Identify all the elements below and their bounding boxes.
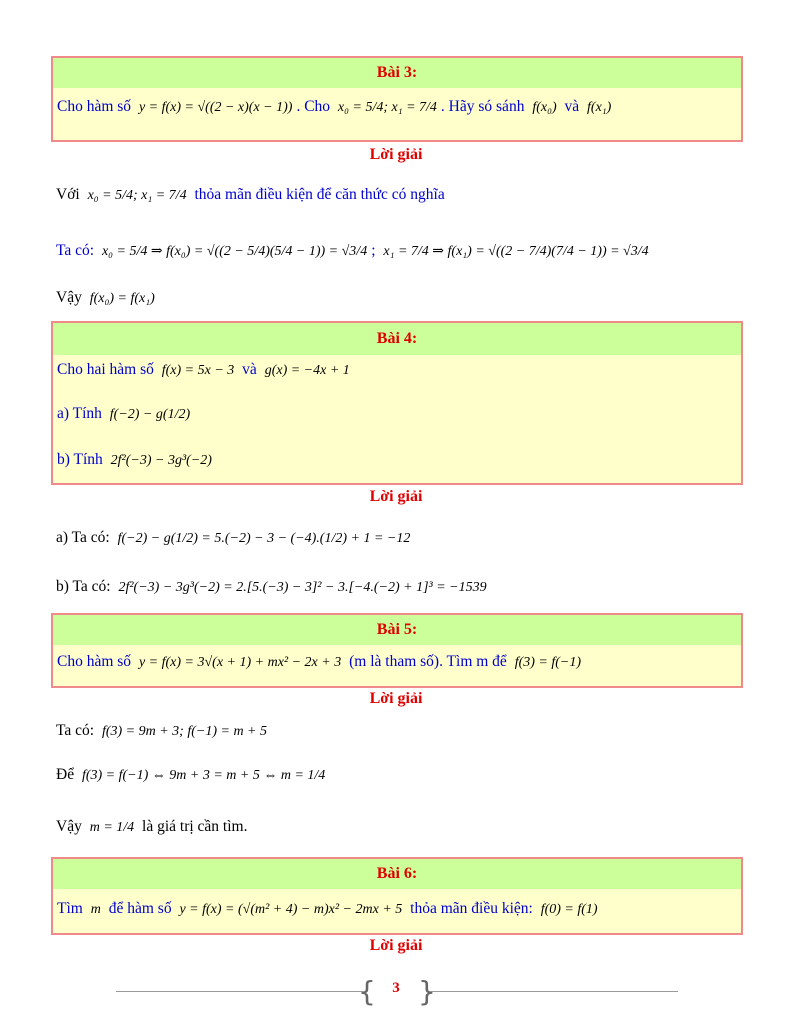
exercise-6-statement <box>53 889 741 930</box>
exercise-3-box <box>51 56 743 142</box>
exercise-4-part-b <box>53 451 216 469</box>
math: y = f(x) = (√(m² + 4) − m)x² − 2mx + 5 <box>179 902 403 917</box>
solution-3-line-3 <box>56 289 159 307</box>
text: b) Tính <box>57 451 103 468</box>
math-formula: y = f(x) = √((2 − x)(x − 1)) <box>138 100 293 115</box>
footer-brace-right: } <box>418 975 436 1008</box>
text: Cho hàm số <box>57 653 132 670</box>
solution-4-heading: Lời giải <box>369 488 423 505</box>
math: x₀ = 5/4 ⇒ f(x₀) = √((2 − 5/4)(5/4 − 1)) = √3/4 <box>101 244 368 259</box>
solution-5-line-2 <box>56 766 329 784</box>
text: b) Ta có: <box>56 578 111 595</box>
text: thỏa mãn điều kiện để căn thức có nghĩa <box>194 186 445 203</box>
math: f(−2) − g(1/2) = 5.(−2) − 3 − (−4).(1/2) + 1 = −12 <box>117 531 411 546</box>
math: m = 1/4 <box>89 820 135 835</box>
math: f(0) = f(1) <box>540 902 598 917</box>
text: Tìm <box>57 900 83 917</box>
text: là giá trị cần tìm. <box>142 818 248 835</box>
solution-5-heading: Lời giải <box>369 690 423 707</box>
exercise-4-line-1 <box>53 361 354 379</box>
page-number: 3 <box>392 980 400 996</box>
math: f(3) = 9m + 3; f(−1) = m + 5 <box>101 724 267 739</box>
exercise-4-part-a <box>53 405 194 423</box>
text: và <box>242 361 257 378</box>
text: ; <box>371 242 376 259</box>
solution-4-part-b <box>56 578 491 596</box>
text: Cho hàm số <box>57 98 132 115</box>
math: g(x) = −4x + 1 <box>264 363 350 378</box>
text: thỏa mãn điều kiện: <box>410 900 533 917</box>
text: . Cho <box>296 98 331 115</box>
exercise-5-statement <box>53 645 741 680</box>
math: f(3) = f(−1) <box>514 655 582 670</box>
math: f(x₀) = f(x₁) <box>89 291 155 306</box>
exercise-6-box <box>51 857 743 935</box>
solution-5-line-3 <box>56 818 247 836</box>
solution-3-line-2 <box>56 242 653 260</box>
math: m <box>90 902 101 917</box>
text: a) Ta có: <box>56 529 110 546</box>
exercise-3-statement <box>53 88 741 127</box>
math-points: x₀ = 5/4; x₁ = 7/4 <box>337 100 437 115</box>
text: Ta có: <box>56 722 95 739</box>
exercise-5-box <box>51 613 743 688</box>
exercise-3-title: Bài 3: <box>53 58 741 88</box>
solution-6-heading: Lời giải <box>369 937 423 954</box>
math-f1: f(x₁) <box>587 100 612 115</box>
solution-5-line-1 <box>56 722 271 740</box>
text: Ta có: <box>56 242 95 259</box>
exercise-4-title: Bài 4: <box>53 323 741 355</box>
math: 2f²(−3) − 3g³(−2) <box>110 453 212 468</box>
exercise-5-title: Bài 5: <box>53 615 741 645</box>
text: a) Tính <box>57 405 102 422</box>
text: Để <box>56 766 75 783</box>
solution-4-part-a <box>56 529 414 547</box>
math: f(x) = 5x − 3 <box>161 363 235 378</box>
text: để hàm số <box>108 900 172 917</box>
text: (m là tham số). Tìm m để <box>349 653 507 670</box>
text: Cho hai hàm số <box>57 361 154 378</box>
math: f(−2) − g(1/2) <box>109 407 191 422</box>
math: x₀ = 5/4; x₁ = 7/4 <box>87 188 187 203</box>
text: . Hãy só sánh <box>440 98 525 115</box>
text: và <box>564 98 580 115</box>
footer-brace-left: { <box>358 975 376 1008</box>
math-f0: f(x₀) <box>532 100 557 115</box>
text: Vậy <box>56 289 82 306</box>
text: Vậy <box>56 818 82 835</box>
exercise-6-title: Bài 6: <box>53 859 741 889</box>
exercise-4-box <box>51 321 743 485</box>
math: f(3) = f(−1) ⇔ 9m + 3 = m + 5 ⇔ m = 1/4 <box>81 768 326 783</box>
math: y = f(x) = 3√(x + 1) + mx² − 2x + 3 <box>138 655 342 670</box>
text: Với <box>56 186 80 203</box>
solution-3-line-1 <box>56 186 445 204</box>
math: x₁ = 7/4 ⇒ f(x₁) = √((2 − 7/4)(7/4 − 1)) = √3/4 <box>383 244 649 259</box>
math: 2f²(−3) − 3g³(−2) = 2.[5.(−3) − 3]² − 3.[−4.(−2) + 1]³ = −1539 <box>118 580 487 595</box>
solution-3-heading: Lời giải <box>369 146 423 163</box>
